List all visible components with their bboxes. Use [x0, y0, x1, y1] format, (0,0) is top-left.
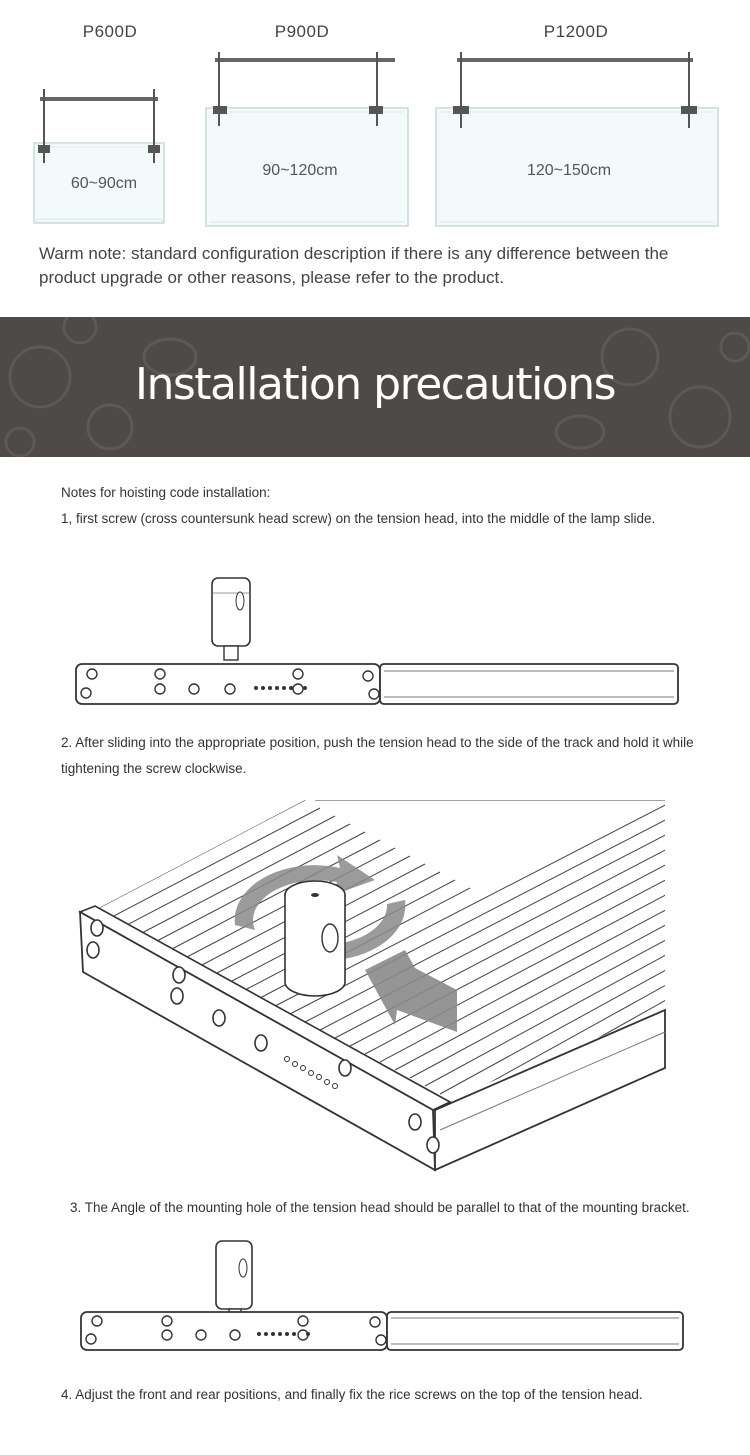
- model-p600d-label: P600D: [82, 22, 138, 41]
- tension-head-icon: [212, 578, 250, 660]
- section-banner: [0, 317, 750, 457]
- step-4-text: 4. Adjust the front and rear positions, and finally fix the rice screws on the top of the tension head.: [61, 1387, 643, 1402]
- notes-intro: Notes for hoisting code installation:: [61, 485, 271, 500]
- lamp-slide-diagram-1: [74, 575, 684, 710]
- model-p600d-range: 60~90cm: [70, 175, 138, 192]
- step-3-text: 3. The Angle of the mounting hole of the tension head should be parallel to that of the mounting bracket.: [70, 1200, 690, 1215]
- push-arrow-icon: [365, 950, 457, 1032]
- model-p1200d-range: 120~150cm: [526, 162, 612, 179]
- model-p900d-range: 90~120cm: [262, 162, 338, 179]
- step-2-text: 2. After sliding into the appropriate position, push the tension head to the side of the track and hold it while tightening the screw clockwise.: [61, 735, 694, 776]
- aquarium-tank-icon: [203, 50, 413, 232]
- model-p900d-label: P900D: [274, 22, 330, 41]
- aquarium-tank-icon: [433, 50, 723, 232]
- tension-head-icon: [216, 1241, 252, 1319]
- warm-note: Warm note: standard configuration description if there is any difference between the product upgrade or other reasons, please refer to the product.: [39, 244, 669, 287]
- lamp-slide-diagram-2: [79, 1238, 689, 1356]
- step-1-text: 1, first screw (cross countersunk head screw) on the tension head, into the middle of the lamp slide.: [61, 511, 656, 526]
- model-p1200d-label: P1200D: [543, 22, 609, 41]
- tension-head-icon: [285, 881, 345, 996]
- section-title: Installation precautions: [134, 359, 616, 410]
- track-perspective-diagram: [75, 800, 670, 1180]
- aquarium-tank-icon: [30, 85, 170, 230]
